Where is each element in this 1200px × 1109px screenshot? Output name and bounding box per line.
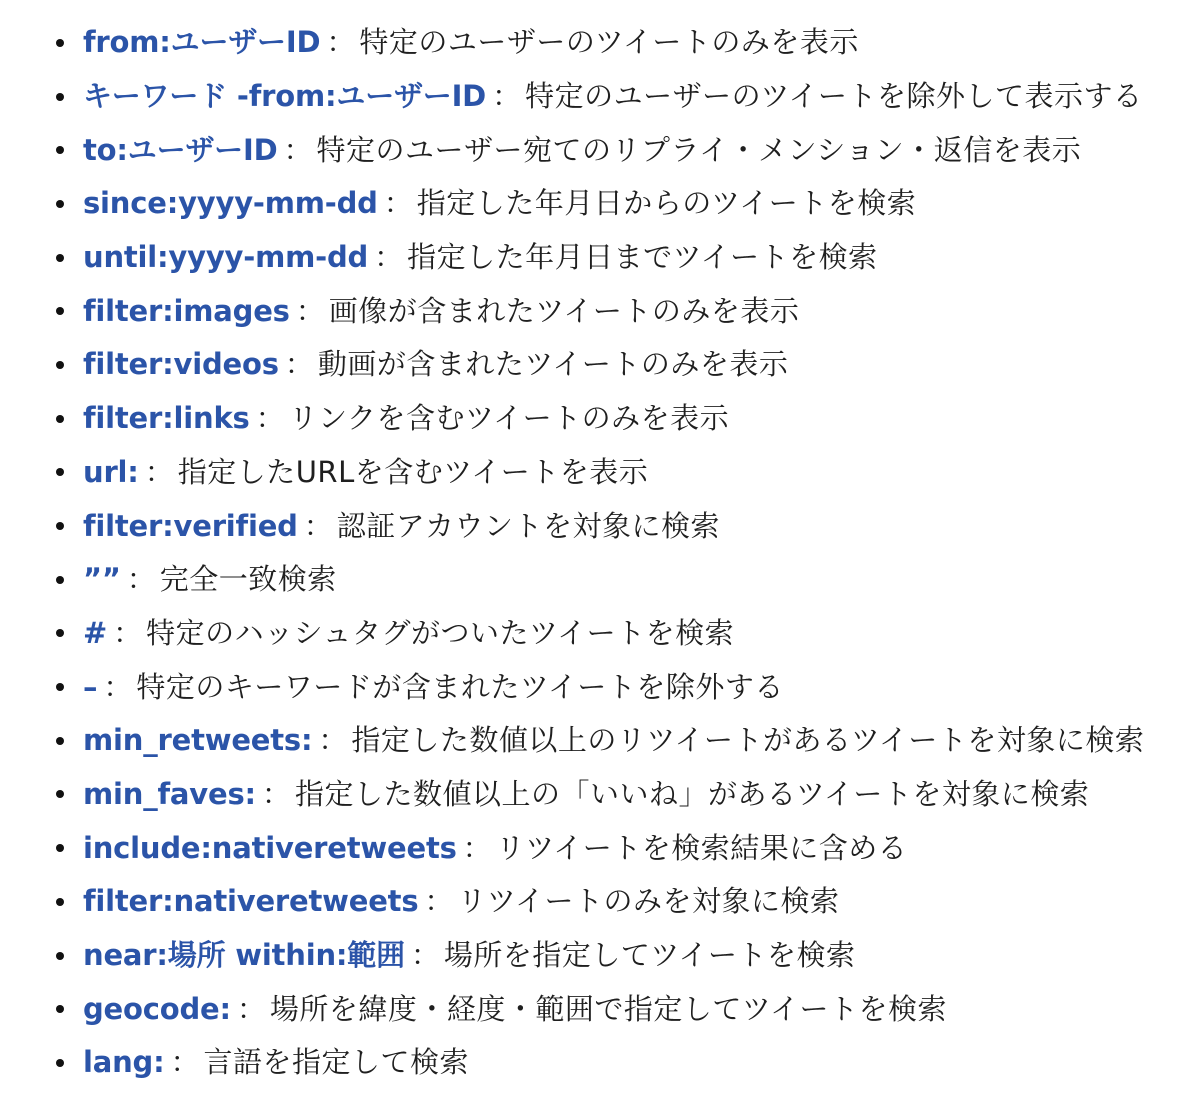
bullet-icon: [56, 146, 64, 154]
bullet-icon: [56, 952, 64, 960]
list-item: [56, 714, 1186, 768]
bullet-icon: [56, 898, 64, 906]
bullet-icon: [56, 683, 64, 691]
operator-code: filter:videos: [83, 347, 279, 382]
operator-code: min_faves:: [83, 776, 256, 811]
operator-description: 画像が含まれたツイートのみを表示: [328, 293, 800, 328]
separator: ：: [144, 454, 174, 489]
operator-description: リツイートのみを対象に検索: [457, 884, 840, 919]
list-item: [56, 338, 1186, 392]
bullet-icon: [56, 415, 64, 423]
operator-code: min_retweets:: [83, 723, 313, 758]
operator-code: filter:nativeretweets: [83, 884, 419, 919]
separator: ：: [374, 240, 404, 275]
bullet-icon: [56, 1059, 64, 1067]
list-item: [56, 231, 1186, 285]
operator-description: 特定のユーザー宛てのリプライ・メンション・返信を表示: [316, 132, 1082, 167]
list-item: [56, 821, 1186, 875]
separator: ：: [255, 401, 285, 436]
operator-code: filter:links: [83, 401, 250, 436]
operator-description: 言語を指定して検索: [203, 1045, 470, 1080]
operator-description: 場所を指定してツイートを検索: [443, 938, 856, 973]
operator-description: 特定のハッシュタグがついたツイートを検索: [146, 615, 735, 650]
operator-description: リンクを含むツイートのみを表示: [288, 401, 730, 436]
list-item: [56, 875, 1186, 929]
operator-code: near:場所 within:範囲: [83, 938, 405, 973]
operator-code: filter:images: [83, 293, 290, 328]
operator-description: 特定のキーワードが含まれたツイートを除外する: [136, 669, 784, 704]
operator-code: filter:verified: [83, 508, 298, 543]
list-item: [56, 499, 1186, 553]
separator: ：: [284, 347, 314, 382]
operator-code: include:nativeretweets: [83, 830, 457, 865]
separator: ：: [462, 830, 492, 865]
separator: ：: [303, 508, 333, 543]
separator: ：: [326, 25, 356, 60]
operator-description: 動画が含まれたツイートのみを表示: [317, 347, 789, 382]
list-item: [56, 16, 1186, 70]
operator-description: 指定した数値以上の「いいね」があるツイートを対象に検索: [294, 776, 1090, 811]
bullet-icon: [56, 790, 64, 798]
separator: ：: [295, 293, 325, 328]
operator-description: 特定のユーザーのツイートを除外して表示する: [525, 79, 1143, 114]
separator: ：: [170, 1045, 200, 1080]
bullet-icon: [56, 629, 64, 637]
list-item: [56, 1036, 1186, 1090]
operator-code: until:yyyy-mm-dd: [83, 240, 369, 275]
separator: ：: [383, 186, 413, 221]
bullet-icon: [56, 737, 64, 745]
operator-code: –: [83, 669, 98, 704]
operator-code: geocode:: [83, 991, 231, 1026]
list-item: [56, 982, 1186, 1036]
list-item: [56, 768, 1186, 822]
separator: ：: [424, 884, 454, 919]
operator-description: 場所を緯度・経度・範囲で指定してツイートを検索: [269, 991, 947, 1026]
list-item: [56, 70, 1186, 124]
list-item: [56, 929, 1186, 983]
separator: ：: [410, 938, 440, 973]
operator-description: 指定した年月日からのツイートを検索: [416, 186, 917, 221]
operator-description: 指定したURLを含むツイートを表示: [177, 454, 649, 489]
bullet-icon: [56, 254, 64, 262]
bullet-icon: [56, 200, 64, 208]
bullet-icon: [56, 522, 64, 530]
separator: ：: [283, 132, 313, 167]
operator-description: 完全一致検索: [159, 562, 337, 597]
operator-code: since:yyyy-mm-dd: [83, 186, 378, 221]
bullet-icon: [56, 361, 64, 369]
list-item: [56, 553, 1186, 607]
list-item: [56, 660, 1186, 714]
bullet-icon: [56, 844, 64, 852]
separator: ：: [113, 615, 143, 650]
operator-code: キーワード -from:ユーザーID: [83, 79, 487, 114]
operator-code: lang:: [83, 1045, 165, 1080]
operator-code: ””: [83, 562, 121, 597]
list-item: [56, 392, 1186, 446]
search-operator-list: [56, 16, 1186, 1090]
list-item: [56, 284, 1186, 338]
separator: ：: [318, 723, 348, 758]
separator: ：: [492, 79, 522, 114]
list-item: [56, 607, 1186, 661]
bullet-icon: [56, 307, 64, 315]
operator-code: to:ユーザーID: [83, 132, 278, 167]
separator: ：: [261, 776, 291, 811]
separator: ：: [103, 669, 133, 704]
list-item: [56, 123, 1186, 177]
bullet-icon: [56, 93, 64, 101]
bullet-icon: [56, 39, 64, 47]
bullet-icon: [56, 576, 64, 584]
operator-code: #: [83, 615, 108, 650]
operator-description: 指定した年月日までツイートを検索: [407, 240, 878, 275]
operator-description: 認証アカウントを対象に検索: [336, 508, 720, 543]
operator-code: url:: [83, 454, 139, 489]
operator-description: 特定のユーザーのツイートのみを表示: [359, 25, 859, 60]
operator-code: from:ユーザーID: [83, 25, 321, 60]
list-item: [56, 446, 1186, 500]
operator-description: 指定した数値以上のリツイートがあるツイートを対象に検索: [351, 723, 1145, 758]
list-item: [56, 177, 1186, 231]
bullet-icon: [56, 1005, 64, 1013]
separator: ：: [236, 991, 266, 1026]
operator-description: リツイートを検索結果に含める: [495, 830, 908, 865]
bullet-icon: [56, 468, 64, 476]
separator: ：: [126, 562, 156, 597]
